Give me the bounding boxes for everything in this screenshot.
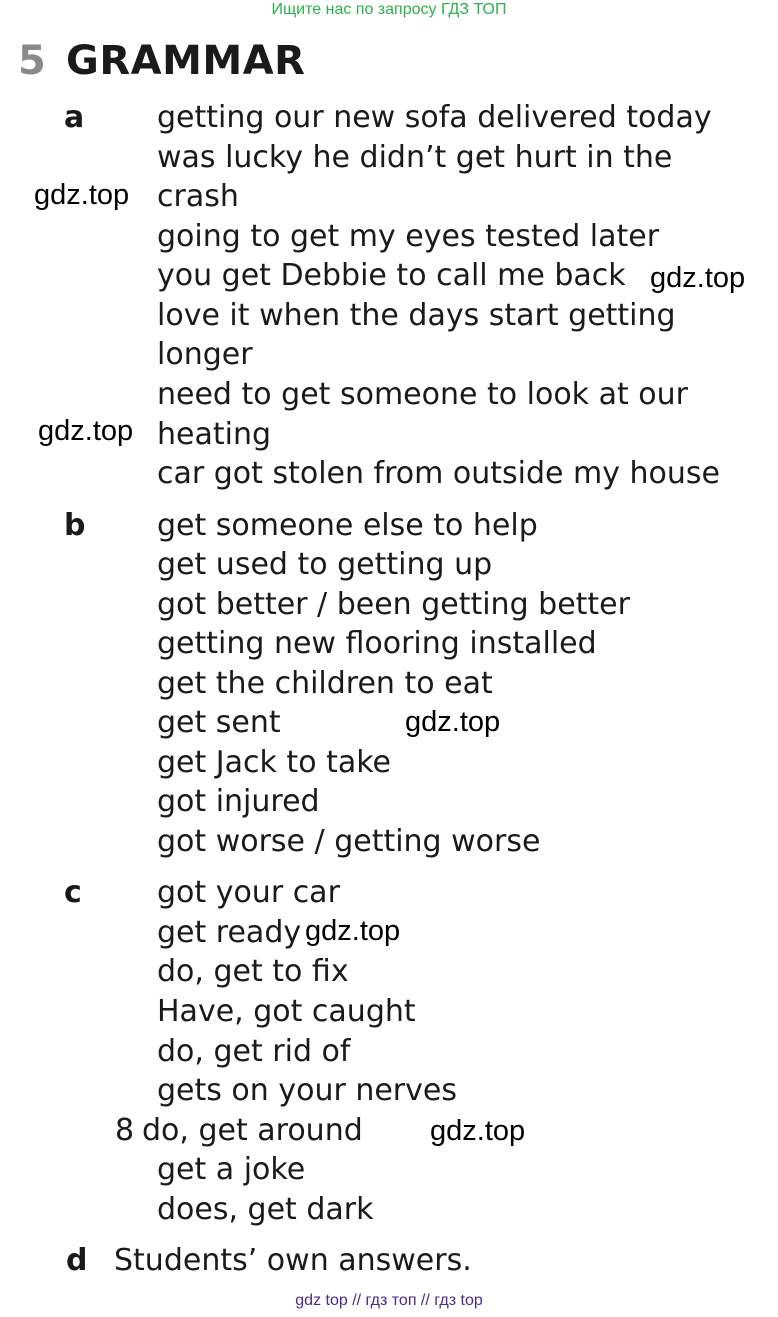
item-text: was lucky he didn’t get hurt in the: [157, 140, 673, 175]
part-letter-b: b: [64, 508, 86, 543]
bottom-footer-text: gdz top // гдз топ // гдз top: [295, 1292, 483, 1309]
watermark-text: gdz.top: [650, 262, 746, 294]
item-text: get a joke: [157, 1152, 306, 1187]
item-text: you get Debbie to call me back: [157, 258, 626, 293]
item-text: do, get to fix: [157, 954, 349, 989]
item-text: get sent: [157, 705, 281, 740]
item-text: get ready: [157, 915, 302, 950]
item-text: got worse / getting worse: [157, 824, 541, 859]
watermark-text: gdz.top: [430, 1115, 526, 1147]
item-text: getting new flooring installed: [157, 626, 597, 661]
item-text: got injured: [157, 784, 320, 819]
item-text: Have, got caught: [157, 994, 416, 1029]
watermark-text: gdz.top: [38, 415, 134, 447]
item-text: Students’ own answers.: [114, 1243, 472, 1278]
item-text: does, get dark: [157, 1192, 374, 1227]
section-title: GRAMMAR: [66, 38, 306, 84]
item-text: crash: [157, 179, 239, 214]
item-text: need to get someone to look at our: [157, 377, 688, 412]
item-text: gets on your nerves: [157, 1073, 457, 1108]
watermark-text: gdz.top: [405, 706, 501, 738]
item-text: heating: [157, 417, 272, 452]
item-text: got better / been getting better: [157, 587, 630, 622]
section-number: 5: [18, 38, 46, 84]
watermark-text: gdz.top: [34, 179, 130, 211]
item-text: love it when the days start getting: [157, 298, 676, 333]
item-text: do, get rid of: [157, 1034, 351, 1069]
item-text: car got stolen from outside my house: [157, 456, 720, 491]
item-text: going to get my eyes tested later: [157, 219, 660, 254]
item-text: do, get around: [142, 1113, 363, 1148]
item-text: longer: [157, 337, 253, 372]
item-text: get someone else to help: [157, 508, 538, 543]
item-text: getting our new sofa delivered today: [157, 100, 712, 135]
item-text: got your car: [157, 875, 340, 910]
item-text: get the children to eat: [157, 666, 493, 701]
watermark-text: gdz.top: [305, 915, 401, 947]
item-text: get used to getting up: [157, 547, 493, 582]
top-banner-text: Ищите нас по запросу ГДЗ ТОП: [271, 1, 507, 18]
part-letter-d: d: [66, 1243, 88, 1278]
part-letter-c: c: [64, 875, 82, 910]
item-text: get Jack to take: [157, 745, 391, 780]
part-letter-a: a: [64, 100, 85, 135]
item-number: 8: [115, 1113, 135, 1148]
